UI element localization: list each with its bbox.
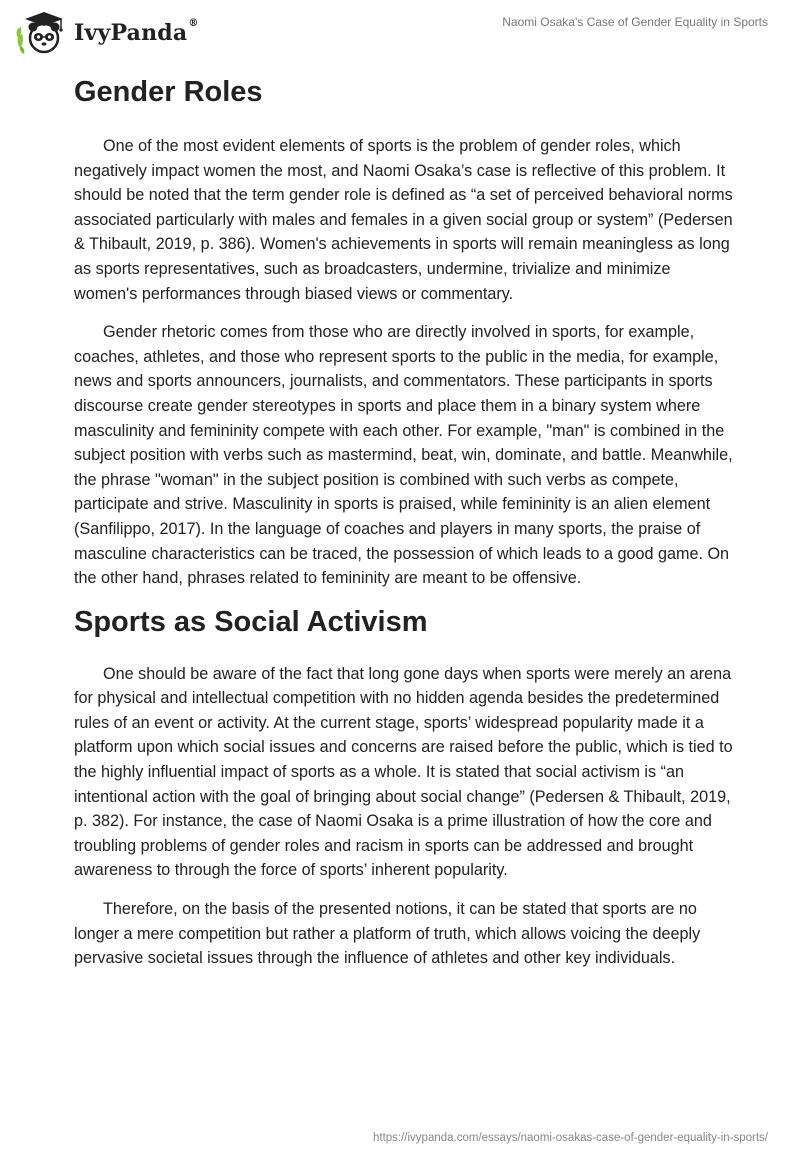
page-header	[0, 0, 800, 64]
document-title: Naomi Osaka's Case of Gender Equality in Sports	[502, 15, 768, 29]
essay-content	[74, 64, 734, 971]
paragraph: One should be aware of the fact that long gone days when sports were merely an arena for physical and intellectual competition with no hidden agenda besides the predetermined rules of an event or activity. At the current stage, sports’ widespread popularity made it a platform upon which social issues and concerns are raised before the public, which is tied to the highly influential impact of sports as a whole. It is stated that social activism is “an intentional action with the goal of bringing about social change” (Pedersen & Thibault, 2019, p. 382). For instance, the case of Naomi Osaka is a prime illustration of how the core and troubling problems of gender roles and racism in sports can be addressed and brought awareness to through the force of sports’ inherent popularity.	[74, 664, 733, 880]
paragraph: Gender rhetoric comes from those who are directly involved in sports, for example, coaches, athletes, and those who represent sports to the public in the media, for example, news and sports announcers, journalists, and commentators. These participants in sports discourse create gender stereotypes in sports and place them in a binary system where masculinity and femininity compete with each other. For example, "man" is combined in the subject position with verbs such as mastermind, beat, win, dominate, and battle. Meanwhile, the phrase "woman" in the subject position is combined with such verbs as compete, participate and strive. Masculinity in sports is praised, while femininity is an alien element (Sanfilippo, 2017). In the language of coaches and players in many sports, the praise of masculine characteristics can be traced, the possession of which leads to a good game. On the other hand, phrases related to femininity are meant to be offensive.	[74, 323, 733, 588]
paragraph: One of the most evident elements of sports is the problem of gender roles, which negatively impact women the most, and Naomi Osaka’s case is reflective of this problem. It should be noted that the term gender role is defined as “a set of perceived behavioral norms associated particularly with males and females in a given social group or system” (Pedersen & Thibault, 2019, p. 386). Women's achievements in sports will remain meaningless as long as sports representatives, such as broadcasters, undermine, trivialize and minimize women's performances through biased views or commentary.	[74, 137, 733, 303]
brand-label: IvyPanda	[74, 20, 188, 46]
paragraph: Therefore, on the basis of the presented notions, it can be stated that sports are no longer a mere competition but rather a platform of truth, which allows voicing the deeply pervasive societal issues through the influence of athletes and other key individuals.	[74, 900, 701, 968]
registered-mark: ®	[188, 18, 199, 29]
source-url-link[interactable]: https://ivypanda.com/essays/naomi-osakas-case-of-gender-equality-in-sports/	[372, 1132, 768, 1144]
section-heading-social-activism: Sports as Social Activism	[74, 605, 428, 638]
brand-name	[74, 20, 199, 46]
panda-graduate-icon	[14, 8, 68, 58]
section-heading-gender-roles: Gender Roles	[74, 76, 263, 108]
ivypanda-logo[interactable]	[14, 8, 199, 58]
